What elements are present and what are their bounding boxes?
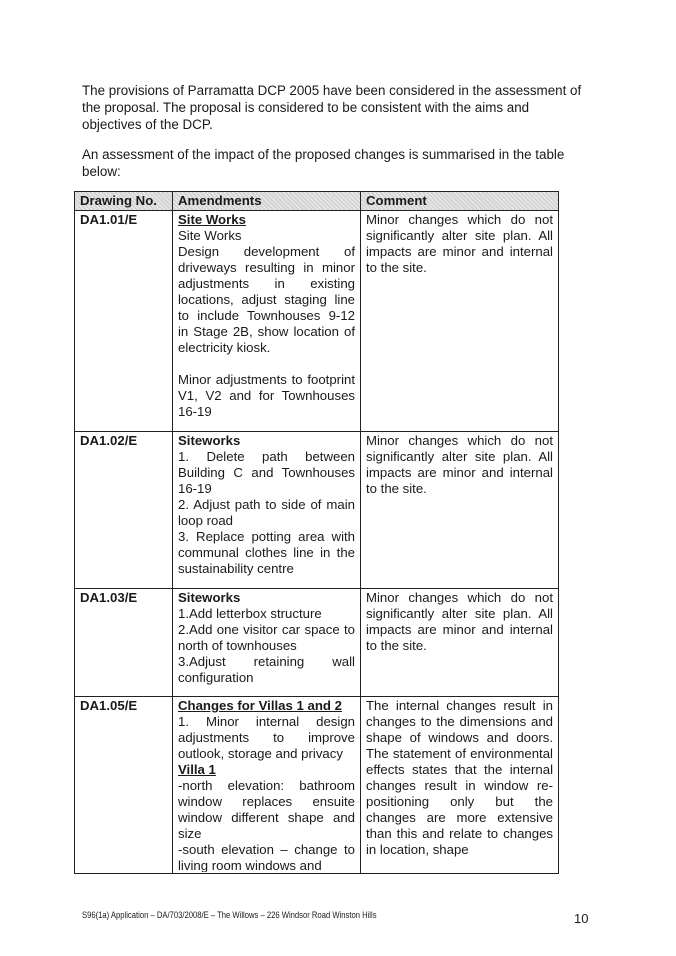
- drawing-number: DA1.05/E: [75, 697, 173, 874]
- intro-paragraph-dcp: The provisions of Parramatta DCP 2005 have been considered in the assessment of the proposal. The proposal is considered to be consistent with the aims and objectives of the DCP.: [82, 83, 582, 132]
- table-row: [75, 211, 559, 432]
- drawing-number: DA1.03/E: [75, 589, 173, 697]
- comment-cell: [361, 211, 559, 432]
- comment-text: The internal changes result in changes to the dimensions and shape of windows and doors. The statement of environmental effects states that the internal changes result in window re-positioning only but the changes are more extensive than this and relate to changes in location, shape: [366, 698, 553, 857]
- comment-cell: [361, 697, 559, 874]
- amendment-line: 3. Replace potting area with communal clothes line in the sustainability centre: [178, 529, 355, 576]
- amendment-line: 1. Minor internal design adjustments to improve outlook, storage and privacy: [178, 714, 355, 761]
- comment-cell: [361, 589, 559, 697]
- intro-paragraph-assessment: An assessment of the impact of the proposed changes is summarised in the table below:: [82, 147, 565, 179]
- amendment-line: -south elevation – change to living room windows and: [178, 842, 355, 872]
- amendments-cell: [173, 211, 361, 432]
- amendments-cell: [173, 589, 361, 697]
- drawing-number: DA1.01/E: [75, 211, 173, 432]
- page-number: 10: [574, 911, 589, 926]
- amendment-line: Minor adjustments to footprint V1, V2 and for Townhouses 16-19: [178, 372, 355, 419]
- table-row: [75, 432, 559, 589]
- comment-text: Minor changes which do not significantly alter site plan. All impacts are minor and internal to the site.: [366, 590, 553, 653]
- amendment-subheading: Villa 1: [178, 762, 216, 777]
- amendment-line: 1.Add letterbox structure: [178, 606, 322, 621]
- table-row: [75, 697, 559, 874]
- amendment-title: Siteworks: [178, 433, 241, 448]
- drawing-number: DA1.02/E: [75, 432, 173, 589]
- amendment-title: Siteworks: [178, 590, 241, 605]
- comment-cell: [361, 432, 559, 589]
- footer-reference: S96(1a) Application – DA/703/2008/E – The Willows – 226 Windsor Road Winston Hills: [82, 910, 377, 920]
- amendment-line: 2.Add one visitor car space to north of townhouses: [178, 622, 355, 653]
- header-amendments: Amendments: [173, 192, 361, 211]
- amendment-line: Design development of driveways resulting in minor adjustments in existing locations, adjust staging line to include Townhouses 9-12 in Stage 2B, show location of electricity kiosk.: [178, 244, 355, 355]
- table-header-row: [75, 192, 559, 211]
- header-drawing-no: Drawing No.: [75, 192, 173, 211]
- amendment-line: Site Works: [178, 228, 242, 243]
- amendment-line: 1. Delete path between Building C and Townhouses 16-19: [178, 449, 355, 496]
- table-row: [75, 589, 559, 697]
- amendment-title: Site Works: [178, 212, 246, 227]
- amendment-line: -north elevation: bathroom window replaces ensuite window different shape and size: [178, 778, 355, 841]
- amendments-table: [74, 191, 559, 874]
- amendment-title: Changes for Villas 1 and 2: [178, 698, 342, 713]
- header-comment: Comment: [361, 192, 559, 211]
- amendments-cell: [173, 697, 361, 874]
- amendments-cell: [173, 432, 361, 589]
- amendment-line: 2. Adjust path to side of main loop road: [178, 497, 355, 528]
- comment-text: Minor changes which do not significantly alter site plan. All impacts are minor and internal to the site.: [366, 212, 553, 275]
- amendment-line: 3.Adjust retaining wall configuration: [178, 654, 355, 685]
- comment-text: Minor changes which do not significantly alter site plan. All impacts are minor and internal to the site.: [366, 433, 553, 496]
